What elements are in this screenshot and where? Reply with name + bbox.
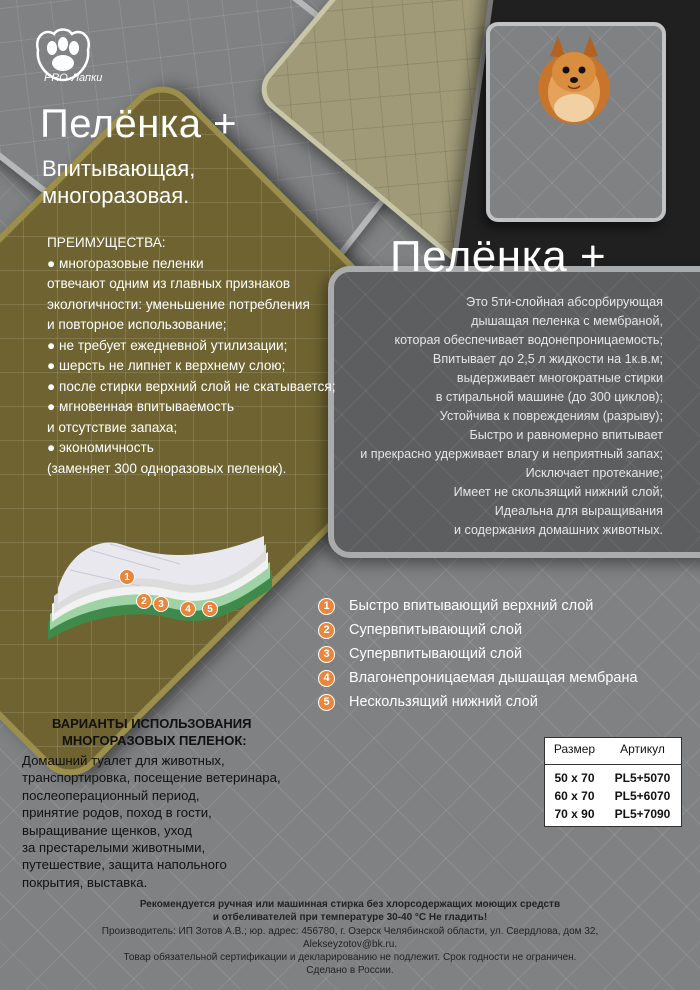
article-cell: PL5+6070 bbox=[614, 789, 671, 803]
advantages-line: отвечают одним из главных признаков bbox=[47, 276, 291, 291]
usage-heading-line2: МНОГОРАЗОВЫХ ПЕЛЕНОК: bbox=[62, 733, 247, 748]
size-cell: 70 х 90 bbox=[554, 807, 595, 821]
description-line: Это 5ти-слойная абсорбирующая bbox=[466, 295, 663, 309]
product-description bbox=[303, 293, 663, 540]
layer-item bbox=[318, 690, 538, 714]
layer-number: 3 bbox=[318, 646, 335, 663]
description-line: которая обеспечивает водонепроницаемость; bbox=[394, 333, 663, 347]
advantages-line: и повторное использование; bbox=[47, 317, 227, 332]
description-line: Быстро и равномерно впитывает bbox=[469, 428, 663, 442]
wash-instructions-line1: Рекомендуется ручная или машинная стирка без хлорсодержащих моющих средств bbox=[139, 899, 561, 910]
advantages-line: и отсутствие запаха; bbox=[47, 420, 178, 435]
table-row bbox=[545, 805, 682, 827]
table-row bbox=[545, 765, 682, 788]
usage-list bbox=[22, 752, 281, 891]
layers-illustration bbox=[40, 530, 280, 660]
size-column-header: Размер bbox=[545, 738, 604, 765]
layer-item bbox=[318, 594, 593, 618]
size-cell: 50 х 70 bbox=[554, 771, 595, 785]
description-line: и содержания домашних животных. bbox=[453, 523, 663, 537]
dog-photo bbox=[528, 30, 620, 126]
hero-title: Пелёнка + bbox=[40, 102, 237, 146]
callout-4: 4 bbox=[180, 601, 196, 617]
advantages-line: ● после стирки верхний слой не скатывается; bbox=[47, 379, 336, 394]
table-row bbox=[545, 787, 682, 805]
description-line: выдерживает многократные стирки bbox=[456, 371, 663, 385]
manufacturer-email: Alekseyzotov@bk.ru. bbox=[302, 939, 398, 950]
sizes-table-header bbox=[545, 738, 682, 765]
article-cell: PL5+7090 bbox=[614, 807, 671, 821]
layer-label: Супервпитывающий слой bbox=[349, 646, 523, 662]
layer-label: Нескользящий нижний слой bbox=[349, 694, 538, 710]
usage-line: принятие родов, поход в гости, bbox=[22, 805, 212, 821]
layer-item bbox=[318, 666, 638, 690]
logo-text: PRO-Лапки bbox=[44, 72, 103, 84]
usage-line: за престарелыми животными, bbox=[22, 840, 206, 856]
usage-line: Домашний туалет для животных, bbox=[22, 753, 225, 768]
usage-heading-line1: ВАРИАНТЫ ИСПОЛЬЗОВАНИЯ bbox=[52, 716, 252, 731]
description-line: дышащая пеленка с мембраной, bbox=[471, 314, 663, 328]
usage-line: послеоперационный период, bbox=[22, 787, 200, 803]
made-in-russia: Сделано в России. bbox=[306, 965, 394, 976]
manufacturer-line1: Производитель: ИП Зотов А.В.; юр. адрес: 456780, г. Озерск Челябинской области, ул. Свердлова, дом 32, bbox=[101, 926, 599, 937]
hero-subtitle-line2: многоразовая. bbox=[42, 183, 190, 208]
description-line: и прекрасно удерживает влагу и неприятный запах; bbox=[360, 447, 663, 461]
article-cell: PL5+5070 bbox=[614, 771, 671, 785]
article-column-header: Артикул bbox=[604, 738, 682, 765]
certification-note: Товар обязательной сертификации и декларированию не подлежит. Срок годности не ограничен. bbox=[123, 952, 577, 963]
description-line: Устойчива к повреждениям (разрыву); bbox=[439, 409, 663, 423]
layer-number: 4 bbox=[318, 670, 335, 687]
callout-1: 1 bbox=[119, 569, 135, 585]
layer-label: Быстро впитывающий верхний слой bbox=[349, 598, 594, 614]
layer-number: 2 bbox=[318, 622, 335, 639]
advantages-line: ● мгновенная впитываемость bbox=[47, 399, 235, 414]
wash-instructions-line2: и отбеливателей при температуре 30-40 °С Не гладить! bbox=[212, 912, 488, 923]
layer-number: 5 bbox=[318, 694, 335, 711]
hero-subtitle-line1: Впитывающая, bbox=[42, 156, 196, 181]
description-line: Исключает протекание; bbox=[525, 466, 663, 480]
sizes-table bbox=[544, 737, 682, 827]
layer-item bbox=[318, 618, 522, 642]
description-line: Идеальна для выращивания bbox=[494, 504, 663, 518]
layer-label: Супервпитывающий слой bbox=[349, 622, 523, 638]
callout-2: 2 bbox=[136, 593, 152, 609]
advantages-line: ● шерсть не липнет к верхнему слою; bbox=[47, 358, 286, 373]
usage-line: покрытия, выставка. bbox=[22, 874, 148, 890]
size-cell: 60 х 70 bbox=[554, 789, 595, 803]
layer-item bbox=[318, 642, 522, 666]
usage-line: транспортировка, посещение ветеринара, bbox=[22, 770, 281, 786]
usage-line: путешествие, защита напольного bbox=[22, 857, 227, 873]
layer-number: 1 bbox=[318, 598, 335, 615]
advantages-line: ● экономичность bbox=[47, 440, 154, 455]
description-line: Имеет не скользящий нижний слой; bbox=[453, 485, 663, 499]
advantages-line: экологичности: уменьшение потребления bbox=[47, 297, 310, 312]
advantages-line: (заменяет 300 одноразовых пеленок). bbox=[47, 461, 287, 476]
product-title: Пелёнка + bbox=[390, 232, 607, 281]
advantages-line: ● не требует ежедневной утилизации; bbox=[47, 338, 288, 353]
advantages-line: ● многоразовые пеленки bbox=[47, 256, 204, 271]
description-line: в стиральной машине (до 300 циклов); bbox=[435, 390, 663, 404]
callout-3: 3 bbox=[153, 596, 169, 612]
callout-5: 5 bbox=[202, 601, 218, 617]
layer-label: Влагонепроницаемая дышащая мембрана bbox=[349, 670, 638, 686]
description-line: Впитывает до 2,5 л жидкости на 1к.в.м; bbox=[432, 352, 663, 366]
advantages-heading: ПРЕИМУЩЕСТВА: bbox=[47, 235, 166, 250]
usage-line: выращивание щенков, уход bbox=[22, 822, 192, 838]
